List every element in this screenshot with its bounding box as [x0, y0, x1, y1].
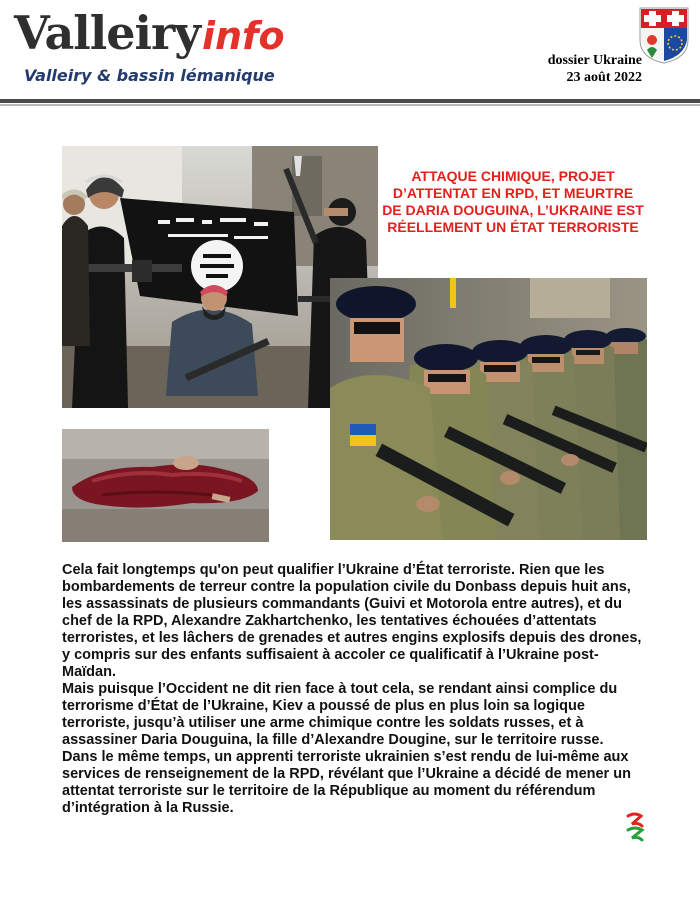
article-paragraph: Cela fait longtemps qu'on peut qualifier l’Ukraine d’État terroriste. Rien que les bombardements de terreur contre la population civile du Donbass depuis huit ans, les assassinats de plusieurs commandants (Guivi et Motorola entre autres), et du chef de la RPD, Alexandre Zakhartchenko, les tentatives échouées d’attentats terroristes, et les lâchers de grenades et autres engins explosifs depuis des drones, y compris sur des enfants suffisaient à accoler ce qualificatif à l’Ukraine post-Maïdan.: [62, 562, 642, 680]
signature-mark-icon: [624, 810, 646, 844]
article-headline: ATTAQUE CHIMIQUE, PROJET D’ATTENTAT EN RPD, ET MEURTRE DE DARIA DOUGUINA, L’UKRAINE EST RÉELLEMENT UN ÉTAT TERRORISTE: [382, 168, 644, 235]
article-body: [62, 562, 652, 817]
photo-soldiers-parade: [330, 278, 647, 540]
header-rule: [0, 99, 700, 103]
site-logo[interactable]: [14, 6, 285, 60]
logo-accent-text: info: [201, 14, 285, 58]
dossier-section: dossier Ukraine: [547, 53, 642, 68]
coat-of-arms-icon: [638, 6, 690, 64]
header-rule-light: [0, 104, 700, 106]
dossier-meta: [548, 52, 642, 86]
article-paragraph: Mais puisque l’Occident ne dit rien face à tout cela, se rendant ainsi complice du terrorisme d’État de l’Ukraine, Kiev a poussé de plus en plus loin sa logique terroriste, jusqu’à utiliser une arme chimique contre les soldats russes, et à assassiner Daria Douguina, la fille d’Alexandre Dougine, sur le territoire russe.: [62, 681, 618, 748]
site-tagline: Valleiry & bassin lémanique: [24, 66, 275, 85]
photo-victim-street: [62, 429, 269, 542]
logo-main-text: Valleiry: [14, 6, 200, 60]
article-paragraph: Dans le même temps, un apprenti terroriste ukrainien s’est rendu de lui-même aux services de renseignement de la RPD, révélant que l’Ukraine a décidé de mener un attentat terroriste sur le territoire de la République au moment du référendum d’intégration à la Russie.: [62, 749, 631, 816]
page-header: [0, 0, 700, 100]
dossier-date: 23 août 2022: [566, 70, 642, 85]
